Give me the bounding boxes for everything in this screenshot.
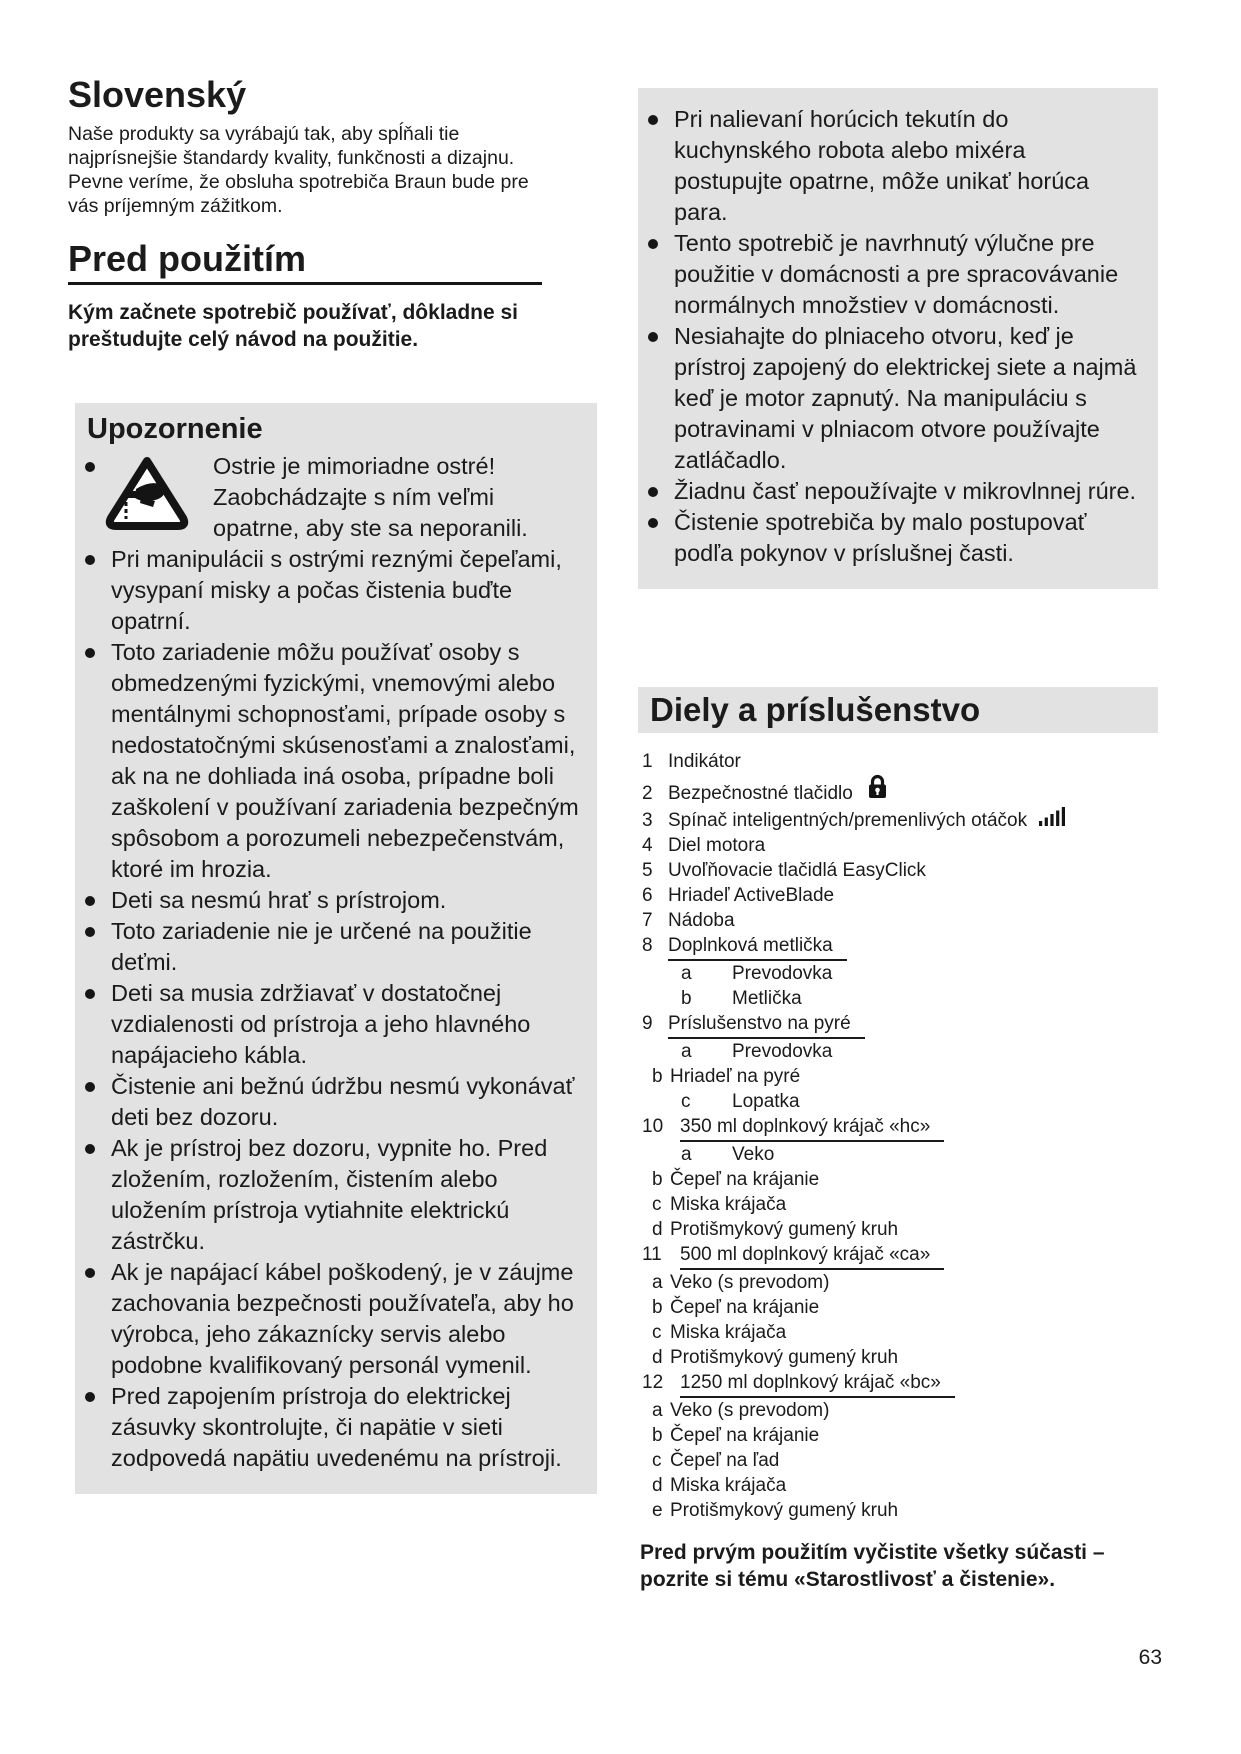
parts-item <box>638 1011 1160 1039</box>
parts-subitem-label: Čepeľ na krájanie <box>670 1169 820 1190</box>
parts-item <box>638 1242 1160 1270</box>
parts-subitem-label: Veko <box>732 1144 775 1165</box>
warning-item <box>648 321 1140 476</box>
parts-subitem <box>638 1473 1160 1498</box>
parts-item-label: 350 ml doplnkový krájač «hc» <box>680 1114 944 1142</box>
parts-subitem <box>638 961 1160 986</box>
warning-item <box>85 885 581 916</box>
bullet-icon <box>85 1082 95 1092</box>
parts-item-number: 9 <box>642 1013 653 1034</box>
parts-subitem-letter: b <box>681 988 692 1009</box>
warning-box-left <box>75 403 597 1494</box>
parts-item-number: 7 <box>642 910 653 931</box>
bullet-icon <box>85 989 95 999</box>
parts-item-label: Indikátor <box>668 751 741 772</box>
warning-item <box>85 637 581 885</box>
parts-item <box>638 1370 1160 1398</box>
parts-subitem-letter: a <box>681 963 692 984</box>
parts-item-number: 6 <box>642 885 653 906</box>
warning-item <box>85 916 581 978</box>
left-column <box>68 74 600 1494</box>
right-column <box>638 88 1160 1593</box>
parts-subitem-label: Hriadeľ na pyré <box>670 1066 801 1087</box>
parts-subitem-label: Veko (s prevodom) <box>670 1400 830 1421</box>
parts-subitem <box>638 1448 1160 1473</box>
parts-subitem-label: Miska krájača <box>670 1322 787 1343</box>
parts-subitem-label: Miska krájača <box>670 1475 787 1496</box>
parts-item <box>638 749 1160 774</box>
parts-item-label: Spínač inteligentných/premenlivých otáčok <box>668 810 1028 831</box>
parts-subitem <box>638 1142 1160 1167</box>
parts-item-number: 2 <box>642 783 653 804</box>
parts-subitem-label: Protišmykový gumený kruh <box>670 1347 899 1368</box>
warning-text: Pri nalievaní horúcich tekutín do kuchynského robota alebo mixéra postupujte opatrne, môže unikať horúca para. <box>674 106 1090 225</box>
warning-text: Čistenie spotrebiča by malo postupovať podľa pokynov v príslušnej časti. <box>674 509 1087 566</box>
parts-subitem-label: Čepeľ na krájanie <box>670 1297 820 1318</box>
parts-subitem-label: Metlička <box>732 988 802 1009</box>
parts-subitem <box>638 1089 1160 1114</box>
parts-subitem-letter: c <box>652 1194 662 1215</box>
page-number: 63 <box>1138 1646 1162 1669</box>
parts-item-label: Doplnková metlička <box>668 933 847 961</box>
parts-item <box>638 908 1160 933</box>
warning-item <box>648 104 1140 228</box>
bullet-icon <box>648 518 658 528</box>
parts-item <box>638 933 1160 961</box>
section-lead: Kým začnete spotrebič používať, dôkladne si preštudujte celý návod na použitie. <box>68 301 519 351</box>
parts-subitem-label: Protišmykový gumený kruh <box>670 1500 899 1521</box>
parts-subitem <box>638 1320 1160 1345</box>
parts-subitem <box>638 1217 1160 1242</box>
warning-text: Čistenie ani bežnú údržbu nesmú vykonávať deti bez dozoru. <box>111 1073 575 1130</box>
bullet-icon <box>85 896 95 906</box>
parts-item-number: 4 <box>642 835 653 856</box>
parts-subitem-label: Miska krájača <box>670 1194 787 1215</box>
parts-item <box>638 774 1160 806</box>
parts-item-label: Nádoba <box>668 910 735 931</box>
parts-subitem <box>638 1295 1160 1320</box>
warning-title: Upozornenie <box>87 413 263 445</box>
parts-subitem <box>638 1039 1160 1064</box>
parts-subitem-label: Čepeľ na krájanie <box>670 1425 820 1446</box>
parts-item <box>638 858 1160 883</box>
parts-item <box>638 806 1160 833</box>
warning-box-right <box>638 88 1158 589</box>
parts-item-number: 5 <box>642 860 653 881</box>
warning-item <box>85 1133 581 1257</box>
cutting-hazard-icon <box>103 451 203 541</box>
parts-item-label: Bezpečnostné tlačidlo <box>668 783 853 804</box>
warning-item <box>648 476 1140 507</box>
warning-text: Pri manipulácii s ostrými reznými čepeľami, vysypaní misky a počas čistenia buďte opatrní. <box>111 546 562 634</box>
warning-item <box>85 451 581 544</box>
parts-subitem-letter: a <box>652 1400 663 1421</box>
parts-item-label: Uvoľňovacie tlačidlá EasyClick <box>668 860 926 881</box>
parts-item <box>638 883 1160 908</box>
bullet-icon <box>85 648 95 658</box>
parts-item <box>638 833 1160 858</box>
warning-text: Ostrie je mimoriadne ostré! Zaobchádzajte s ním veľmi opatrne, aby ste sa neporanili. <box>213 453 528 541</box>
bullet-icon <box>85 1268 95 1278</box>
warning-item <box>85 978 581 1071</box>
parts-subitem-letter: a <box>681 1041 692 1062</box>
parts-section-header <box>638 687 1158 733</box>
parts-subitem <box>638 1064 1160 1089</box>
warning-item <box>85 1071 581 1133</box>
parts-subitem-letter: b <box>652 1425 663 1446</box>
parts-subitem-letter: a <box>681 1144 692 1165</box>
parts-item-label: 1250 ml doplnkový krájač «bc» <box>680 1370 955 1398</box>
warning-text: Deti sa nesmú hrať s prístrojom. <box>111 887 447 913</box>
page-title: Slovenský <box>68 74 247 115</box>
parts-subitem <box>638 1398 1160 1423</box>
parts-subitem <box>638 1423 1160 1448</box>
parts-item-number: 3 <box>642 810 653 831</box>
bullet-icon <box>648 332 658 342</box>
parts-subitem-label: Veko (s prevodom) <box>670 1272 830 1293</box>
parts-item-number: 8 <box>642 935 653 956</box>
warning-text: Nesiahajte do plniaceho otvoru, keď je prístroj zapojený do elektrickej siete a najmä keď je motor zapnutý. Na manipuláciu s potravinami v plniacom otvore používajte zatláčadlo. <box>674 323 1137 473</box>
parts-subitem-label: Prevodovka <box>732 963 833 984</box>
parts-subitem-letter: b <box>652 1066 663 1087</box>
parts-subitem-label: Čepeľ na ľad <box>670 1450 780 1471</box>
bullet-icon <box>85 555 95 565</box>
bullet-icon <box>648 115 658 125</box>
parts-subitem-letter: b <box>652 1169 663 1190</box>
speed-bars-icon <box>1039 806 1068 833</box>
parts-subitem <box>638 1498 1160 1523</box>
parts-subitem-letter: d <box>652 1475 663 1496</box>
parts-subitem-letter: c <box>681 1091 691 1112</box>
parts-subitem-letter: e <box>652 1500 663 1521</box>
section-divider <box>68 282 542 285</box>
parts-subitem-letter: c <box>652 1322 662 1343</box>
parts-subitem <box>638 986 1160 1011</box>
warning-text: Ak je napájací kábel poškodený, je v záujme zachovania bezpečnosti používateľa, aby ho výrobca, jeho zákaznícky servis alebo podobne kvalifikovaný personál vymenil. <box>111 1259 574 1378</box>
parts-subitem <box>638 1270 1160 1295</box>
parts-item <box>638 1114 1160 1142</box>
intro-paragraph: Naše produkty sa vyrábajú tak, aby spĺňali tie najprísnejšie štandardy kvality, funkčnosti a dizajnu. Pevne veríme, že obsluha spotrebiča Braun bude pre vás príjemným zážitkom. <box>68 123 529 217</box>
parts-item-label: 500 ml doplnkový krájač «ca» <box>680 1242 944 1270</box>
parts-subitem-letter: d <box>652 1347 663 1368</box>
warning-item <box>85 1257 581 1381</box>
parts-list <box>638 749 1160 1523</box>
parts-subitem-letter: a <box>652 1272 663 1293</box>
parts-subitem-letter: d <box>652 1219 663 1240</box>
parts-section-title: Diely a príslušenstvo <box>650 691 981 728</box>
bullet-icon <box>648 487 658 497</box>
parts-subitem-letter: b <box>652 1297 663 1318</box>
warning-list-left <box>85 451 581 1474</box>
warning-text: Deti sa musia zdržiavať v dostatočnej vzdialenosti od prístroja a jeho hlavného napájacieho kábla. <box>111 980 531 1068</box>
parts-subitem-letter: c <box>652 1450 662 1471</box>
parts-item-number: 1 <box>642 751 653 772</box>
parts-item-number: 12 <box>642 1372 664 1393</box>
bullet-icon <box>85 462 95 472</box>
parts-subitem-label: Lopatka <box>732 1091 800 1112</box>
warning-item <box>648 507 1140 569</box>
bullet-icon <box>85 927 95 937</box>
parts-subitem-label: Protišmykový gumený kruh <box>670 1219 899 1240</box>
warning-text: Toto zariadenie môžu používať osoby s obmedzenými fyzickými, vnemovými alebo mentálnymi schopnosťami, prípade osoby s nedostatočnými skúsenosťami a znalosťami, ak na ne dohliada iná osoba, prípadne boli zaškolení v používaní zariadenia bezpečným spôsobom a porozumeli nebezpečenstvám, ktoré im hrozia. <box>111 639 579 882</box>
bullet-icon <box>648 239 658 249</box>
warning-text: Toto zariadenie nie je určené na použitie deťmi. <box>111 918 532 975</box>
warning-item <box>648 228 1140 321</box>
section-title-before-use: Pred použitím <box>68 238 307 279</box>
parts-subitem-label: Prevodovka <box>732 1041 833 1062</box>
parts-subitem <box>638 1167 1160 1192</box>
warning-item <box>85 544 581 637</box>
bullet-icon <box>85 1144 95 1154</box>
parts-subitem <box>638 1345 1160 1370</box>
parts-item-number: 10 <box>642 1116 664 1137</box>
parts-item-label: Hriadeľ ActiveBlade <box>668 885 835 906</box>
parts-subitem <box>638 1192 1160 1217</box>
warning-text: Tento spotrebič je navrhnutý výlučne pre použitie v domácnosti a pre spracovávanie normálnych množstiev v domácnosti. <box>674 230 1119 318</box>
bullet-icon <box>85 1392 95 1402</box>
parts-item-label: Diel motora <box>668 835 766 856</box>
warning-list-right <box>648 104 1140 569</box>
parts-item-number: 11 <box>642 1244 662 1265</box>
warning-text: Pred zapojením prístroja do elektrickej zásuvky skontrolujte, či napätie v sieti zodpovedá napätiu uvedenému na prístroji. <box>111 1383 562 1471</box>
parts-item-label: Príslušenstvo na pyré <box>668 1011 865 1039</box>
warning-text: Žiadnu časť nepoužívajte v mikrovlnnej rúre. <box>674 478 1137 504</box>
warning-text: Ak je prístroj bez dozoru, vypnite ho. Pred zložením, rozložením, čistením alebo uložením prístroja vytiahnite elektrickú zástrčku. <box>111 1135 548 1254</box>
warning-item <box>85 1381 581 1474</box>
lock-icon <box>867 774 888 806</box>
first-use-note: Pred prvým použitím vyčistite všetky súčasti – pozrite si tému «Starostlivosť a čistenie». <box>640 1541 1105 1591</box>
